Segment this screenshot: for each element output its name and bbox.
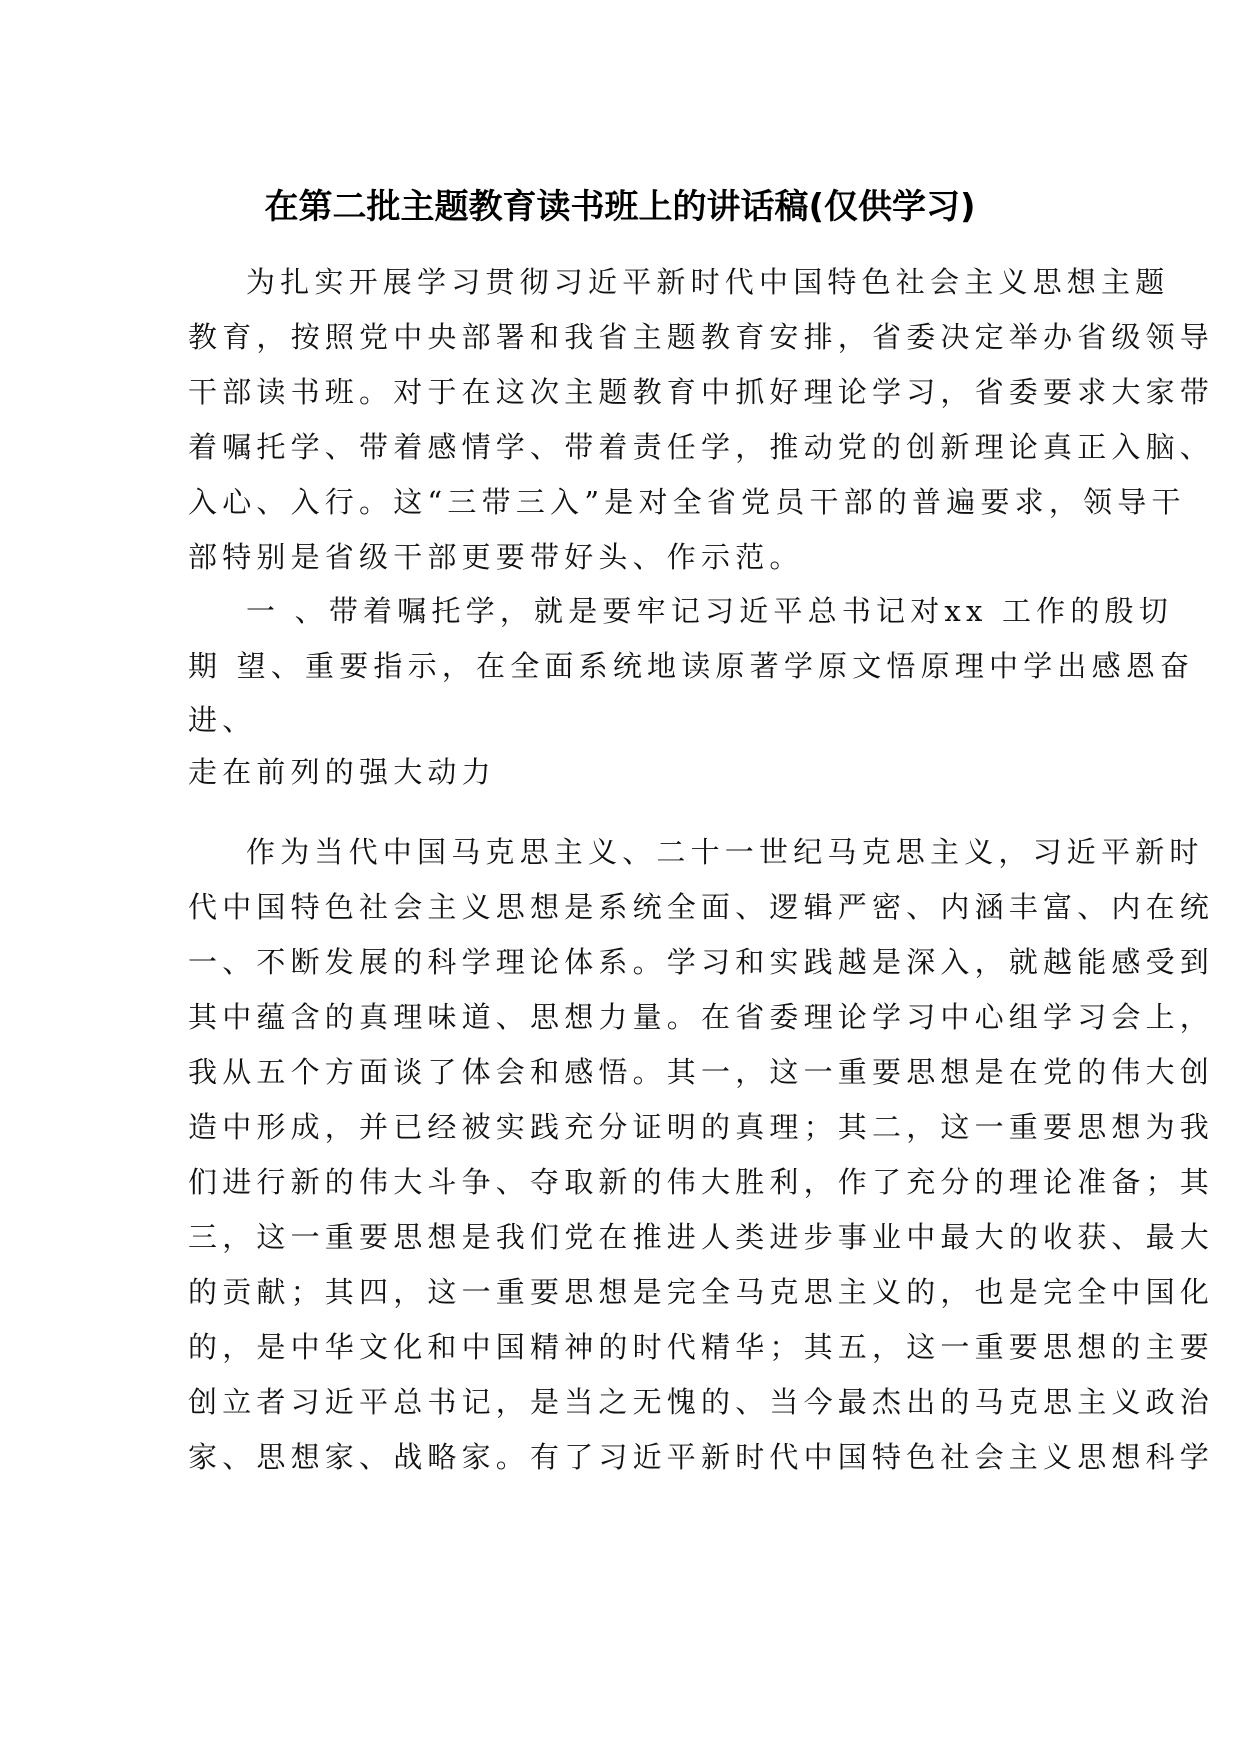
intro-paragraph [188,255,1215,585]
paragraph-line: 的贡献；其四，这一重要思想是完全马克思主义的，也是完全中国化 [188,1275,1215,1309]
body-paragraph [188,825,1215,1485]
paragraph-line: 造中形成，并已经被实践充分证明的真理；其二，这一重要思想为我 [188,1110,1215,1144]
paragraph-line: 我从五个方面谈了体会和感悟。其一，这一重要思想是在党的伟大创 [188,1055,1215,1089]
heading-line: 走在前列的强大动力 [188,755,496,789]
paragraph-line: 创立者习近平总书记，是当之无愧的、当今最杰出的马克思主义政治 [188,1385,1215,1419]
paragraph-line: 三，这一重要思想是我们党在推进人类进步事业中最大的收获、最大 [188,1220,1215,1254]
paragraph-line: 入心、入行。这“三带三入”是对全省党员干部的普遍要求，领导干 [188,485,1186,519]
paragraph-line: 部特别是省级干部更要带好头、作示范。 [188,540,804,574]
heading-line: 进、 [188,703,257,737]
paragraph-line: 教育，按照党中央部署和我省主题教育安排，省委决定举办省级领导 [188,320,1215,354]
heading-line: 一 、带着嘱托学，就是要牢记习近平总书记对xx 工作的殷切 [246,594,1173,628]
paragraph-line: 们进行新的伟大斗争、夺取新的伟大胜利，作了充分的理论准备；其 [188,1165,1215,1199]
paragraph-line: 为扎实开展学习贯彻习近平新时代中国特色社会主义思想主题 [246,265,1170,299]
document-title: 在第二批主题教育读书班上的讲话稿(仅供学习) [264,187,976,227]
paragraph-line: 其中蕴含的真理味道、思想力量。在省委理论学习中心组学习会上， [188,1000,1215,1034]
paragraph-line: 作为当代中国马克思主义、二十一世纪马克思主义，习近平新时 [246,835,1204,869]
paragraph-line: 代中国特色社会主义思想是系统全面、逻辑严密、内涵丰富、内在统 [188,890,1215,924]
paragraph-line: 干部读书班。对于在这次主题教育中抓好理论学习，省委要求大家带 [188,375,1215,409]
section-heading-one [188,584,1195,798]
paragraph-line: 家、思想家、战略家。有了习近平新时代中国特色社会主义思想科学 [188,1440,1215,1474]
paragraph-line: 的，是中华文化和中国精神的时代精华；其五，这一重要思想的主要 [188,1330,1215,1364]
heading-line: 期 望、重要指示，在全面系统地读原著学原文悟原理中学出感恩奋 [188,649,1195,683]
paragraph-line: 着嘱托学、带着感情学、带着责任学，推动党的创新理论真正入脑、 [188,430,1215,464]
paragraph-line: 一、不断发展的科学理论体系。学习和实践越是深入，就越能感受到 [188,945,1215,979]
